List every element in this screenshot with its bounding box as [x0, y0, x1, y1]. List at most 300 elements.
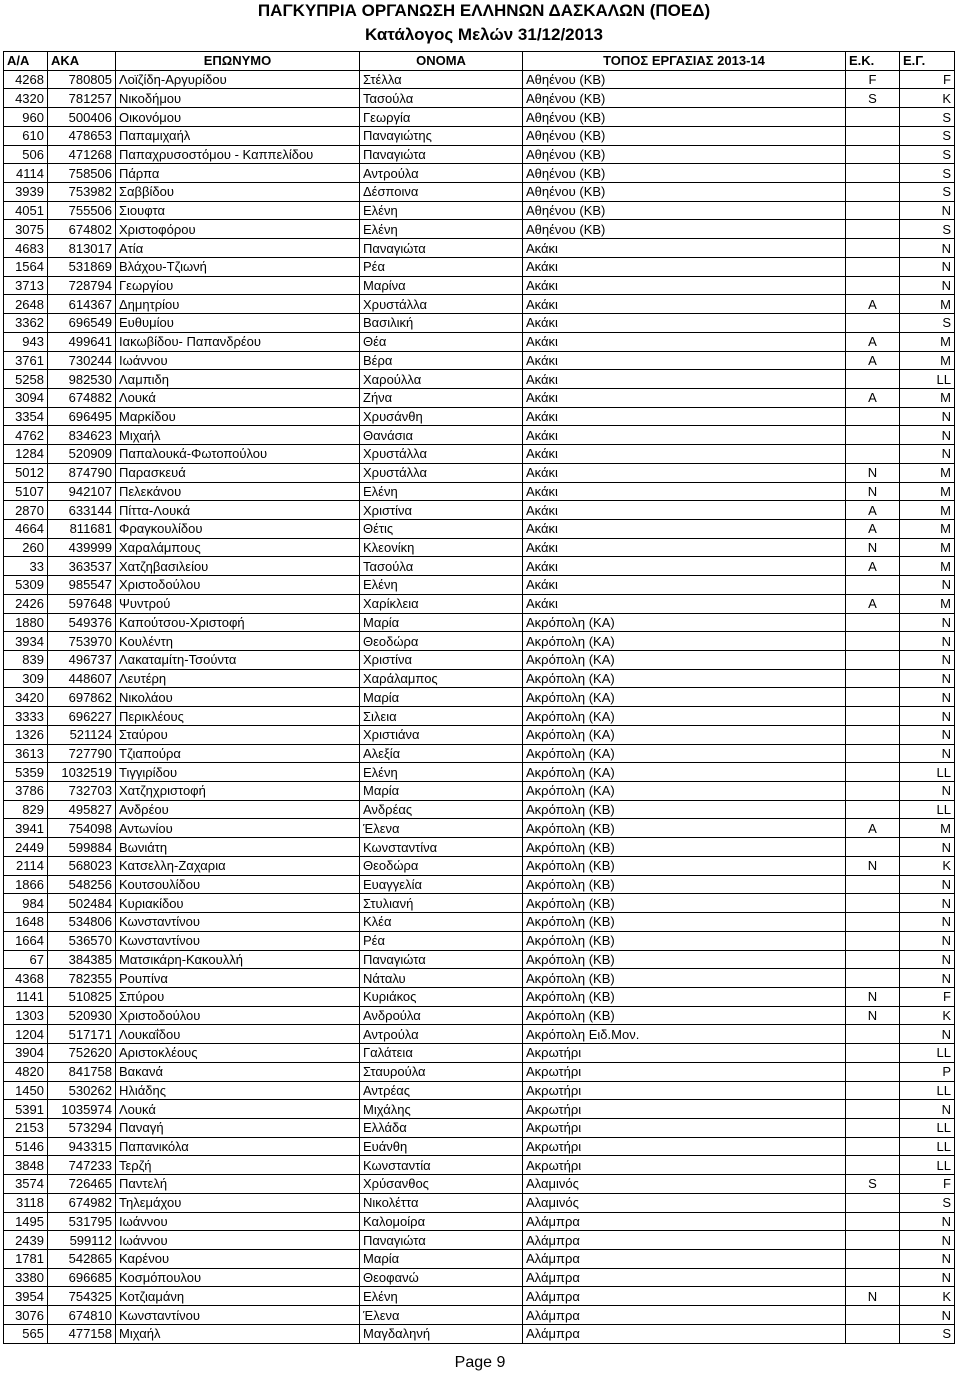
cell-aka: 500406: [48, 108, 116, 127]
cell-first-name: Παναγιώτα: [360, 145, 523, 164]
cell-workplace: Ακρόπολη (ΚΒ): [523, 819, 846, 838]
cell-first-name: Νικολέττα: [360, 1193, 523, 1212]
cell-workplace: Ακρωτήρι: [523, 1156, 846, 1175]
cell-aa: 1866: [4, 875, 48, 894]
cell-workplace: Ακάκι: [523, 332, 846, 351]
cell-ek: [846, 782, 900, 801]
cell-aa: 5146: [4, 1137, 48, 1156]
cell-ek: A: [846, 819, 900, 838]
cell-eg: N: [900, 201, 955, 220]
cell-surname: Λουκαΐδου: [116, 1025, 360, 1044]
cell-eg: N: [900, 257, 955, 276]
cell-aa: 3954: [4, 1287, 48, 1306]
cell-aa: 5258: [4, 370, 48, 389]
cell-aa: 3362: [4, 314, 48, 333]
cell-surname: Ιωάννου: [116, 1231, 360, 1250]
table-row: [4, 463, 955, 482]
cell-workplace: Αθηένου (ΚΒ): [523, 164, 846, 183]
cell-first-name: Θεοδώρα: [360, 632, 523, 651]
cell-ek: [846, 576, 900, 595]
cell-aka: 780805: [48, 70, 116, 89]
cell-first-name: Βέρα: [360, 351, 523, 370]
cell-ek: A: [846, 557, 900, 576]
cell-first-name: Αντρούλα: [360, 164, 523, 183]
cell-aa: 3075: [4, 220, 48, 239]
cell-eg: N: [900, 894, 955, 913]
cell-eg: S: [900, 1193, 955, 1212]
cell-aa: 3354: [4, 407, 48, 426]
cell-first-name: Χρυστάλλα: [360, 295, 523, 314]
cell-aka: 384385: [48, 950, 116, 969]
document-title: ΠΑΓΚΥΠΡΙΑ ΟΡΓΑΝΩΣΗ ΕΛΛΗΝΩΝ ΔΑΣΚΑΛΩΝ (ΠΟΕΔ): [257, 1, 711, 20]
cell-first-name: Χριστίνα: [360, 651, 523, 670]
table-row: [4, 538, 955, 557]
cell-workplace: Ακάκι: [523, 351, 846, 370]
cell-aka: 747233: [48, 1156, 116, 1175]
cell-workplace: Ακάκι: [523, 257, 846, 276]
cell-surname: Τιγγιρίδου: [116, 763, 360, 782]
cell-surname: Παπανικόλα: [116, 1137, 360, 1156]
cell-first-name: Ρέα: [360, 257, 523, 276]
table-row: [4, 1250, 955, 1269]
cell-first-name: Ελένη: [360, 1287, 523, 1306]
table-row: [4, 931, 955, 950]
cell-surname: Ηλιάδης: [116, 1081, 360, 1100]
cell-workplace: Ακρόπολη (ΚΒ): [523, 875, 846, 894]
cell-aa: 3904: [4, 1044, 48, 1063]
cell-aa: 3333: [4, 707, 48, 726]
cell-surname: Λακαταμίτη-Τσούντα: [116, 651, 360, 670]
cell-aa: 2153: [4, 1118, 48, 1137]
cell-eg: LL: [900, 1118, 955, 1137]
cell-ek: [846, 913, 900, 932]
cell-surname: Κωνσταντίνου: [116, 913, 360, 932]
cell-eg: N: [900, 688, 955, 707]
cell-eg: N: [900, 1250, 955, 1269]
cell-ek: [846, 707, 900, 726]
cell-first-name: Σιλεια: [360, 707, 523, 726]
cell-workplace: Ακρόπολη (ΚΑ): [523, 725, 846, 744]
cell-eg: N: [900, 669, 955, 688]
cell-first-name: Κλέα: [360, 913, 523, 932]
cell-surname: Γεωργίου: [116, 276, 360, 295]
cell-eg: N: [900, 838, 955, 857]
cell-eg: K: [900, 1287, 955, 1306]
cell-eg: LL: [900, 1081, 955, 1100]
cell-eg: P: [900, 1062, 955, 1081]
cell-aka: 549376: [48, 613, 116, 632]
cell-first-name: Χριστίνα: [360, 501, 523, 520]
table-row: [4, 1175, 955, 1194]
cell-workplace: Ακάκι: [523, 557, 846, 576]
table-row: [4, 819, 955, 838]
table-row: [4, 856, 955, 875]
cell-aka: 841758: [48, 1062, 116, 1081]
cell-first-name: Τασούλα: [360, 89, 523, 108]
cell-workplace: Ακάκι: [523, 594, 846, 613]
cell-workplace: Ακρόπολη (ΚΒ): [523, 913, 846, 932]
cell-aa: 4820: [4, 1062, 48, 1081]
cell-aa: 1326: [4, 725, 48, 744]
cell-aa: 1284: [4, 445, 48, 464]
cell-first-name: Θεοφανώ: [360, 1268, 523, 1287]
cell-eg: LL: [900, 1156, 955, 1175]
cell-aka: 697862: [48, 688, 116, 707]
cell-aa: 4114: [4, 164, 48, 183]
cell-aka: 471268: [48, 145, 116, 164]
cell-first-name: Ελλάδα: [360, 1118, 523, 1137]
cell-ek: [846, 445, 900, 464]
cell-aka: 753982: [48, 183, 116, 202]
cell-surname: Κουλέντη: [116, 632, 360, 651]
cell-ek: [846, 651, 900, 670]
cell-first-name: Καλομοίρα: [360, 1212, 523, 1231]
cell-ek: A: [846, 594, 900, 613]
cell-workplace: Ακρόπολη (ΚΒ): [523, 987, 846, 1006]
cell-ek: [846, 838, 900, 857]
cell-ek: [846, 1081, 900, 1100]
cell-workplace: Αλάμπρα: [523, 1212, 846, 1231]
cell-aa: 1303: [4, 1006, 48, 1025]
cell-aa: 3713: [4, 276, 48, 295]
table-row: [4, 763, 955, 782]
cell-surname: Λευτέρη: [116, 669, 360, 688]
table-row: [4, 1193, 955, 1212]
cell-aa: 5107: [4, 482, 48, 501]
cell-aa: 1141: [4, 987, 48, 1006]
cell-ek: [846, 201, 900, 220]
cell-first-name: Χρυσάνθη: [360, 407, 523, 426]
cell-aa: 984: [4, 894, 48, 913]
cell-surname: Χριστοδούλου: [116, 576, 360, 595]
cell-workplace: Ακάκι: [523, 538, 846, 557]
cell-ek: [846, 725, 900, 744]
cell-surname: Αντωνίου: [116, 819, 360, 838]
table-row: [4, 70, 955, 89]
cell-eg: N: [900, 651, 955, 670]
cell-workplace: Ακάκι: [523, 519, 846, 538]
cell-ek: [846, 1324, 900, 1343]
cell-surname: Κωνσταντίνου: [116, 1306, 360, 1325]
cell-eg: N: [900, 239, 955, 258]
cell-aa: 3941: [4, 819, 48, 838]
cell-first-name: Νάταλυ: [360, 969, 523, 988]
cell-first-name: Παναγιώτα: [360, 1231, 523, 1250]
cell-ek: [846, 613, 900, 632]
cell-workplace: Αθηένου (ΚΒ): [523, 201, 846, 220]
cell-ek: [846, 688, 900, 707]
cell-aka: 1032519: [48, 763, 116, 782]
cell-surname: Ιακωβίδου- Παπανδρέου: [116, 332, 360, 351]
cell-workplace: Αθηένου (ΚΒ): [523, 126, 846, 145]
cell-aka: 755506: [48, 201, 116, 220]
table-row: [4, 89, 955, 108]
cell-surname: Αριστοκλέους: [116, 1044, 360, 1063]
cell-workplace: Ακρόπολη (ΚΒ): [523, 931, 846, 950]
cell-surname: Τηλεμάχου: [116, 1193, 360, 1212]
cell-surname: Μαρκίδου: [116, 407, 360, 426]
cell-eg: S: [900, 108, 955, 127]
cell-workplace: Ακρόπολη (ΚΒ): [523, 856, 846, 875]
cell-aa: 2439: [4, 1231, 48, 1250]
cell-surname: Βακανά: [116, 1062, 360, 1081]
cell-surname: Παναγή: [116, 1118, 360, 1137]
cell-workplace: Αλάμπρα: [523, 1324, 846, 1343]
cell-first-name: Θεοδώρα: [360, 856, 523, 875]
cell-first-name: Δέσποινα: [360, 183, 523, 202]
cell-aa: 839: [4, 651, 48, 670]
cell-aa: 2426: [4, 594, 48, 613]
cell-surname: Νικολάου: [116, 688, 360, 707]
cell-aa: 260: [4, 538, 48, 557]
cell-aa: 1564: [4, 257, 48, 276]
table-row: [4, 314, 955, 333]
cell-first-name: Θέτις: [360, 519, 523, 538]
table-body: [4, 70, 955, 1343]
table-row: [4, 351, 955, 370]
cell-eg: M: [900, 557, 955, 576]
cell-surname: Ιωάννου: [116, 351, 360, 370]
cell-eg: N: [900, 1306, 955, 1325]
cell-eg: S: [900, 145, 955, 164]
cell-aka: 696227: [48, 707, 116, 726]
cell-eg: N: [900, 407, 955, 426]
cell-ek: N: [846, 987, 900, 1006]
cell-workplace: Ακρόπολη (ΚΒ): [523, 969, 846, 988]
cell-aa: 1781: [4, 1250, 48, 1269]
column-header-first-name: ΟΝΟΜΑ: [360, 52, 523, 71]
cell-eg: M: [900, 538, 955, 557]
cell-first-name: Στυλιανή: [360, 894, 523, 913]
cell-aa: 1664: [4, 931, 48, 950]
cell-ek: [846, 800, 900, 819]
cell-aa: 4320: [4, 89, 48, 108]
cell-aa: 506: [4, 145, 48, 164]
table-row: [4, 950, 955, 969]
cell-eg: M: [900, 594, 955, 613]
table-row: [4, 1081, 955, 1100]
cell-workplace: Αλάμπρα: [523, 1250, 846, 1269]
cell-ek: [846, 1156, 900, 1175]
table-header: [4, 52, 955, 71]
cell-workplace: Ακάκι: [523, 295, 846, 314]
cell-ek: [846, 950, 900, 969]
cell-aa: 4051: [4, 201, 48, 220]
cell-aka: 754098: [48, 819, 116, 838]
cell-aka: 753970: [48, 632, 116, 651]
cell-surname: Κατσελλη-Ζαχαρια: [116, 856, 360, 875]
cell-aka: 834623: [48, 426, 116, 445]
cell-workplace: Αθηένου (ΚΒ): [523, 70, 846, 89]
cell-eg: M: [900, 388, 955, 407]
cell-surname: Βλάχου-Τζιωνή: [116, 257, 360, 276]
table-row: [4, 426, 955, 445]
cell-surname: Παπαλουκά-Φωτοπούλου: [116, 445, 360, 464]
cell-workplace: Ακρωτήρι: [523, 1118, 846, 1137]
cell-aka: 363537: [48, 557, 116, 576]
cell-workplace: Ακάκι: [523, 501, 846, 520]
cell-ek: [846, 108, 900, 127]
cell-ek: A: [846, 501, 900, 520]
cell-workplace: Ακρόπολη (ΚΒ): [523, 950, 846, 969]
cell-eg: LL: [900, 1137, 955, 1156]
cell-aka: 674882: [48, 388, 116, 407]
cell-aka: 517171: [48, 1025, 116, 1044]
cell-aka: 781257: [48, 89, 116, 108]
cell-aka: 499641: [48, 332, 116, 351]
cell-aa: 3613: [4, 744, 48, 763]
table-row: [4, 1118, 955, 1137]
cell-eg: S: [900, 314, 955, 333]
table-row: [4, 239, 955, 258]
cell-workplace: Ακρόπολη (ΚΑ): [523, 782, 846, 801]
cell-eg: K: [900, 1006, 955, 1025]
table-row: [4, 1287, 955, 1306]
table-row: [4, 295, 955, 314]
table-row: [4, 201, 955, 220]
cell-first-name: Ζήνα: [360, 388, 523, 407]
cell-aa: 4762: [4, 426, 48, 445]
cell-ek: [846, 632, 900, 651]
cell-workplace: Ακρόπολη (ΚΒ): [523, 838, 846, 857]
cell-surname: Μιχαήλ: [116, 426, 360, 445]
cell-ek: [846, 1193, 900, 1212]
cell-ek: [846, 126, 900, 145]
table-row: [4, 800, 955, 819]
table-row: [4, 332, 955, 351]
cell-first-name: Μαρία: [360, 613, 523, 632]
cell-aa: 5309: [4, 576, 48, 595]
cell-eg: N: [900, 969, 955, 988]
cell-aa: 3574: [4, 1175, 48, 1194]
cell-ek: N: [846, 463, 900, 482]
cell-surname: Τερζή: [116, 1156, 360, 1175]
table-row: [4, 576, 955, 595]
cell-aa: 3848: [4, 1156, 48, 1175]
cell-aa: 309: [4, 669, 48, 688]
cell-surname: Ψυντρού: [116, 594, 360, 613]
cell-aka: 633144: [48, 501, 116, 520]
cell-first-name: Τασούλα: [360, 557, 523, 576]
cell-first-name: Αντρούλα: [360, 1025, 523, 1044]
cell-ek: [846, 164, 900, 183]
table-row: [4, 519, 955, 538]
cell-first-name: Παναγιώτης: [360, 126, 523, 145]
cell-first-name: Αλεξία: [360, 744, 523, 763]
table-row: [4, 1044, 955, 1063]
cell-ek: N: [846, 1006, 900, 1025]
cell-surname: Χαραλάμπους: [116, 538, 360, 557]
cell-surname: Κοσμόπουλου: [116, 1268, 360, 1287]
cell-ek: [846, 1137, 900, 1156]
table-row: [4, 632, 955, 651]
cell-workplace: Ακρωτήρι: [523, 1081, 846, 1100]
table-row: [4, 1306, 955, 1325]
cell-workplace: Αθηένου (ΚΒ): [523, 183, 846, 202]
cell-aa: 3934: [4, 632, 48, 651]
cell-ek: S: [846, 89, 900, 108]
cell-first-name: Έλενα: [360, 819, 523, 838]
cell-aka: 520930: [48, 1006, 116, 1025]
cell-aa: 943: [4, 332, 48, 351]
cell-aa: 3939: [4, 183, 48, 202]
cell-workplace: Αλαμινός: [523, 1175, 846, 1194]
table-row: [4, 1212, 955, 1231]
cell-first-name: Ελένη: [360, 201, 523, 220]
cell-aa: 3420: [4, 688, 48, 707]
cell-aka: 727790: [48, 744, 116, 763]
cell-first-name: Χαράλαμπος: [360, 669, 523, 688]
document-subtitle: Κατάλογος Μελών 31/12/2013: [364, 25, 604, 44]
cell-first-name: Μιχάλης: [360, 1100, 523, 1119]
cell-ek: [846, 370, 900, 389]
cell-workplace: Ακάκι: [523, 576, 846, 595]
cell-surname: Χατζηβασιλείου: [116, 557, 360, 576]
cell-aka: 531869: [48, 257, 116, 276]
column-header-eg: Ε.Γ.: [900, 52, 955, 71]
cell-ek: [846, 931, 900, 950]
cell-aka: 813017: [48, 239, 116, 258]
cell-surname: Κωνσταντίνου: [116, 931, 360, 950]
cell-aa: 4368: [4, 969, 48, 988]
cell-workplace: Αλάμπρα: [523, 1306, 846, 1325]
cell-surname: Καπούτσου-Χριστοφή: [116, 613, 360, 632]
cell-first-name: Χρύσανθος: [360, 1175, 523, 1194]
cell-aa: 2648: [4, 295, 48, 314]
cell-ek: [846, 426, 900, 445]
cell-surname: Χατζηχριστοφή: [116, 782, 360, 801]
cell-eg: LL: [900, 763, 955, 782]
cell-aa: 4268: [4, 70, 48, 89]
cell-ek: A: [846, 388, 900, 407]
table-row: [4, 126, 955, 145]
cell-ek: [846, 1268, 900, 1287]
table-row: [4, 669, 955, 688]
members-table: [3, 51, 955, 1344]
table-row: [4, 1268, 955, 1287]
cell-eg: M: [900, 332, 955, 351]
cell-surname: Παντελή: [116, 1175, 360, 1194]
cell-eg: N: [900, 931, 955, 950]
cell-first-name: Χαρούλλα: [360, 370, 523, 389]
table-row: [4, 725, 955, 744]
cell-first-name: Κυριάκος: [360, 987, 523, 1006]
table-row: [4, 557, 955, 576]
cell-workplace: Ακρωτήρι: [523, 1062, 846, 1081]
table-row: [4, 388, 955, 407]
cell-aa: 2870: [4, 501, 48, 520]
cell-aka: 495827: [48, 800, 116, 819]
table-row: [4, 1231, 955, 1250]
cell-aka: 548256: [48, 875, 116, 894]
cell-surname: Σταύρου: [116, 725, 360, 744]
cell-first-name: Γαλάτεια: [360, 1044, 523, 1063]
cell-aa: 3076: [4, 1306, 48, 1325]
cell-surname: Κουτσουλίδου: [116, 875, 360, 894]
cell-surname: Βωνιάτη: [116, 838, 360, 857]
cell-workplace: Ακάκι: [523, 407, 846, 426]
table-row: [4, 164, 955, 183]
cell-eg: LL: [900, 370, 955, 389]
cell-aka: 696495: [48, 407, 116, 426]
cell-aka: 614367: [48, 295, 116, 314]
cell-first-name: Μαρία: [360, 1250, 523, 1269]
cell-aa: 829: [4, 800, 48, 819]
cell-eg: N: [900, 1231, 955, 1250]
cell-workplace: Αλάμπρα: [523, 1287, 846, 1306]
cell-surname: Λοϊζίδη-Αργυρίδου: [116, 70, 360, 89]
cell-first-name: Μαρία: [360, 688, 523, 707]
